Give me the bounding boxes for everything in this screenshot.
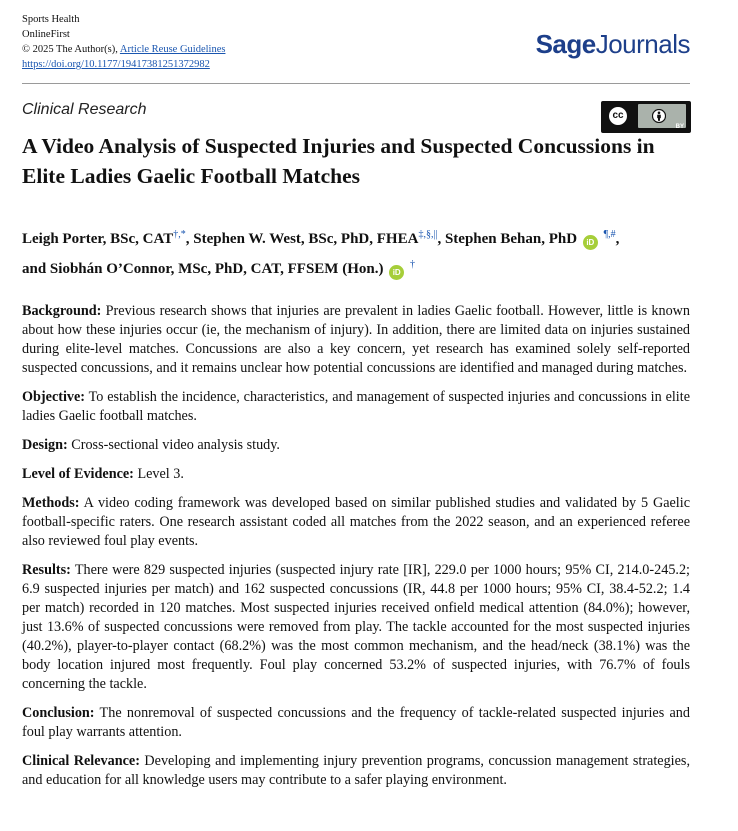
orcid-icon[interactable]: iD (583, 235, 598, 250)
copyright-line (22, 42, 225, 57)
author-1 (22, 231, 193, 247)
section-heading: Design: (22, 437, 68, 453)
section-heading: Objective: (22, 389, 86, 405)
journal-edition: OnlineFirst (22, 29, 70, 40)
author-list (22, 222, 712, 282)
article-meta (22, 12, 225, 72)
by-label: BY (675, 124, 684, 130)
abstract-clinical-relevance (22, 752, 690, 790)
author-name: Stephen Behan, PhD (444, 231, 578, 247)
abstract-design (22, 436, 690, 455)
cc-by-license-badge[interactable] (601, 101, 691, 133)
header-divider (22, 83, 690, 84)
section-heading: Clinical Relevance: (22, 753, 140, 769)
section-heading: Results: (22, 562, 71, 578)
abstract-background (22, 302, 690, 378)
abstract (22, 302, 690, 800)
section-heading: Background: (22, 303, 102, 319)
author-affiliation-marks[interactable]: ¶,# (603, 229, 616, 240)
author-separator: , (185, 231, 194, 247)
author-separator: , (615, 231, 620, 247)
article-title: A Video Analysis of Suspected Injuries and Suspected Concussions in Elite Ladies Gaelic Football Matches (22, 134, 655, 188)
section-text: Level 3. (133, 466, 184, 482)
journal-name: Sports Health (22, 14, 80, 25)
author-3 (445, 231, 619, 247)
author-affiliation-marks[interactable]: ‡,§,|| (418, 229, 438, 240)
logo-part-2: Journals (595, 29, 690, 59)
sage-journals-logo[interactable] (536, 29, 690, 60)
section-text: Previous research shows that injuries are prevalent in ladies Gaelic football. However, little is known about how these injuries occur (ie, the mechanism of injury). In addition, there are limited data on injuries sustained during elite-level matches. Concussions are also a key concern, yet research has examined solely self-reported suspected concussions, and it remains unclear how potential concussions are identified and managed during matches. (22, 303, 690, 376)
reuse-guidelines-link[interactable]: Article Reuse Guidelines (119, 44, 226, 55)
author-name: Leigh Porter, BSc, CAT (22, 231, 174, 247)
abstract-objective (22, 388, 690, 426)
section-heading: Methods: (22, 495, 80, 511)
section-heading: Level of Evidence: (22, 466, 134, 482)
section-heading: Conclusion: (22, 705, 95, 721)
author-name: Stephen W. West, BSc, PhD, FHEA (193, 231, 419, 247)
section-label: Clinical Research (22, 101, 147, 118)
author-affiliation-marks[interactable]: †,* (173, 229, 186, 240)
section-text: Cross-sectional video analysis study. (67, 437, 280, 453)
author-affiliation-marks[interactable]: † (409, 259, 415, 270)
section-text: To establish the incidence, characteristics, and management of suspected injuries and concussions in elite ladies Gaelic football matches. (22, 389, 690, 424)
author-name: and Siobhán O’Connor, MSc, PhD, CAT, FFSEM (Hon.) (22, 261, 384, 277)
section-text: The nonremoval of suspected concussions and the frequency of tackle-related suspected injuries and foul play warrants attention. (22, 705, 690, 740)
abstract-conclusion (22, 704, 690, 742)
copyright-text: © 2025 The Author(s), (22, 44, 120, 55)
abstract-results (22, 561, 690, 694)
abstract-methods (22, 494, 690, 551)
section-text: A video coding framework was developed based on similar published studies and validated by 5 Gaelic football-specific raters. One research assistant coded all matches from the 2022 season, and an experienced referee also reviewed foul play events. (22, 495, 690, 549)
abstract-level-of-evidence (22, 465, 690, 484)
logo-part-1: Sage (535, 29, 596, 59)
author-separator: , (437, 231, 445, 247)
section-text: There were 829 suspected injuries (suspected injury rate [IR], 229.0 per 1000 hours; 95% CI, 214.0-245.2; 6.9 suspected injuries per match) and 162 suspected concussions (IR, 44.8 per 1000 hours; 95% CI, 38.4-52.2; 1.4 per match) recorded in 120 matches. Most suspected injuries received onfield medical attention (84.0%); however, just 13.6% of suspected concussions were removed from play. The tackle accounted for the most suspected injuries (40.2%), player-to-player contact (68.2%) was the most common mechanism, and the head/neck (38.1%) was the body location injured most frequently. Foul play concerned 53.2% of suspected injuries, with 76.7% of fouls concerning the tackle. (22, 562, 690, 692)
author-2 (193, 231, 445, 247)
orcid-icon[interactable]: iD (389, 265, 404, 280)
cc-icon: cc (607, 105, 629, 127)
doi-link[interactable]: https://doi.org/10.1177/19417381251372982 (22, 59, 210, 70)
attribution-person-icon (652, 109, 666, 123)
author-4 (22, 261, 415, 277)
section-text: Developing and implementing injury prevention programs, concussion management strategies, and education for all knowledge users may contribute to a safer playing environment. (22, 753, 690, 788)
